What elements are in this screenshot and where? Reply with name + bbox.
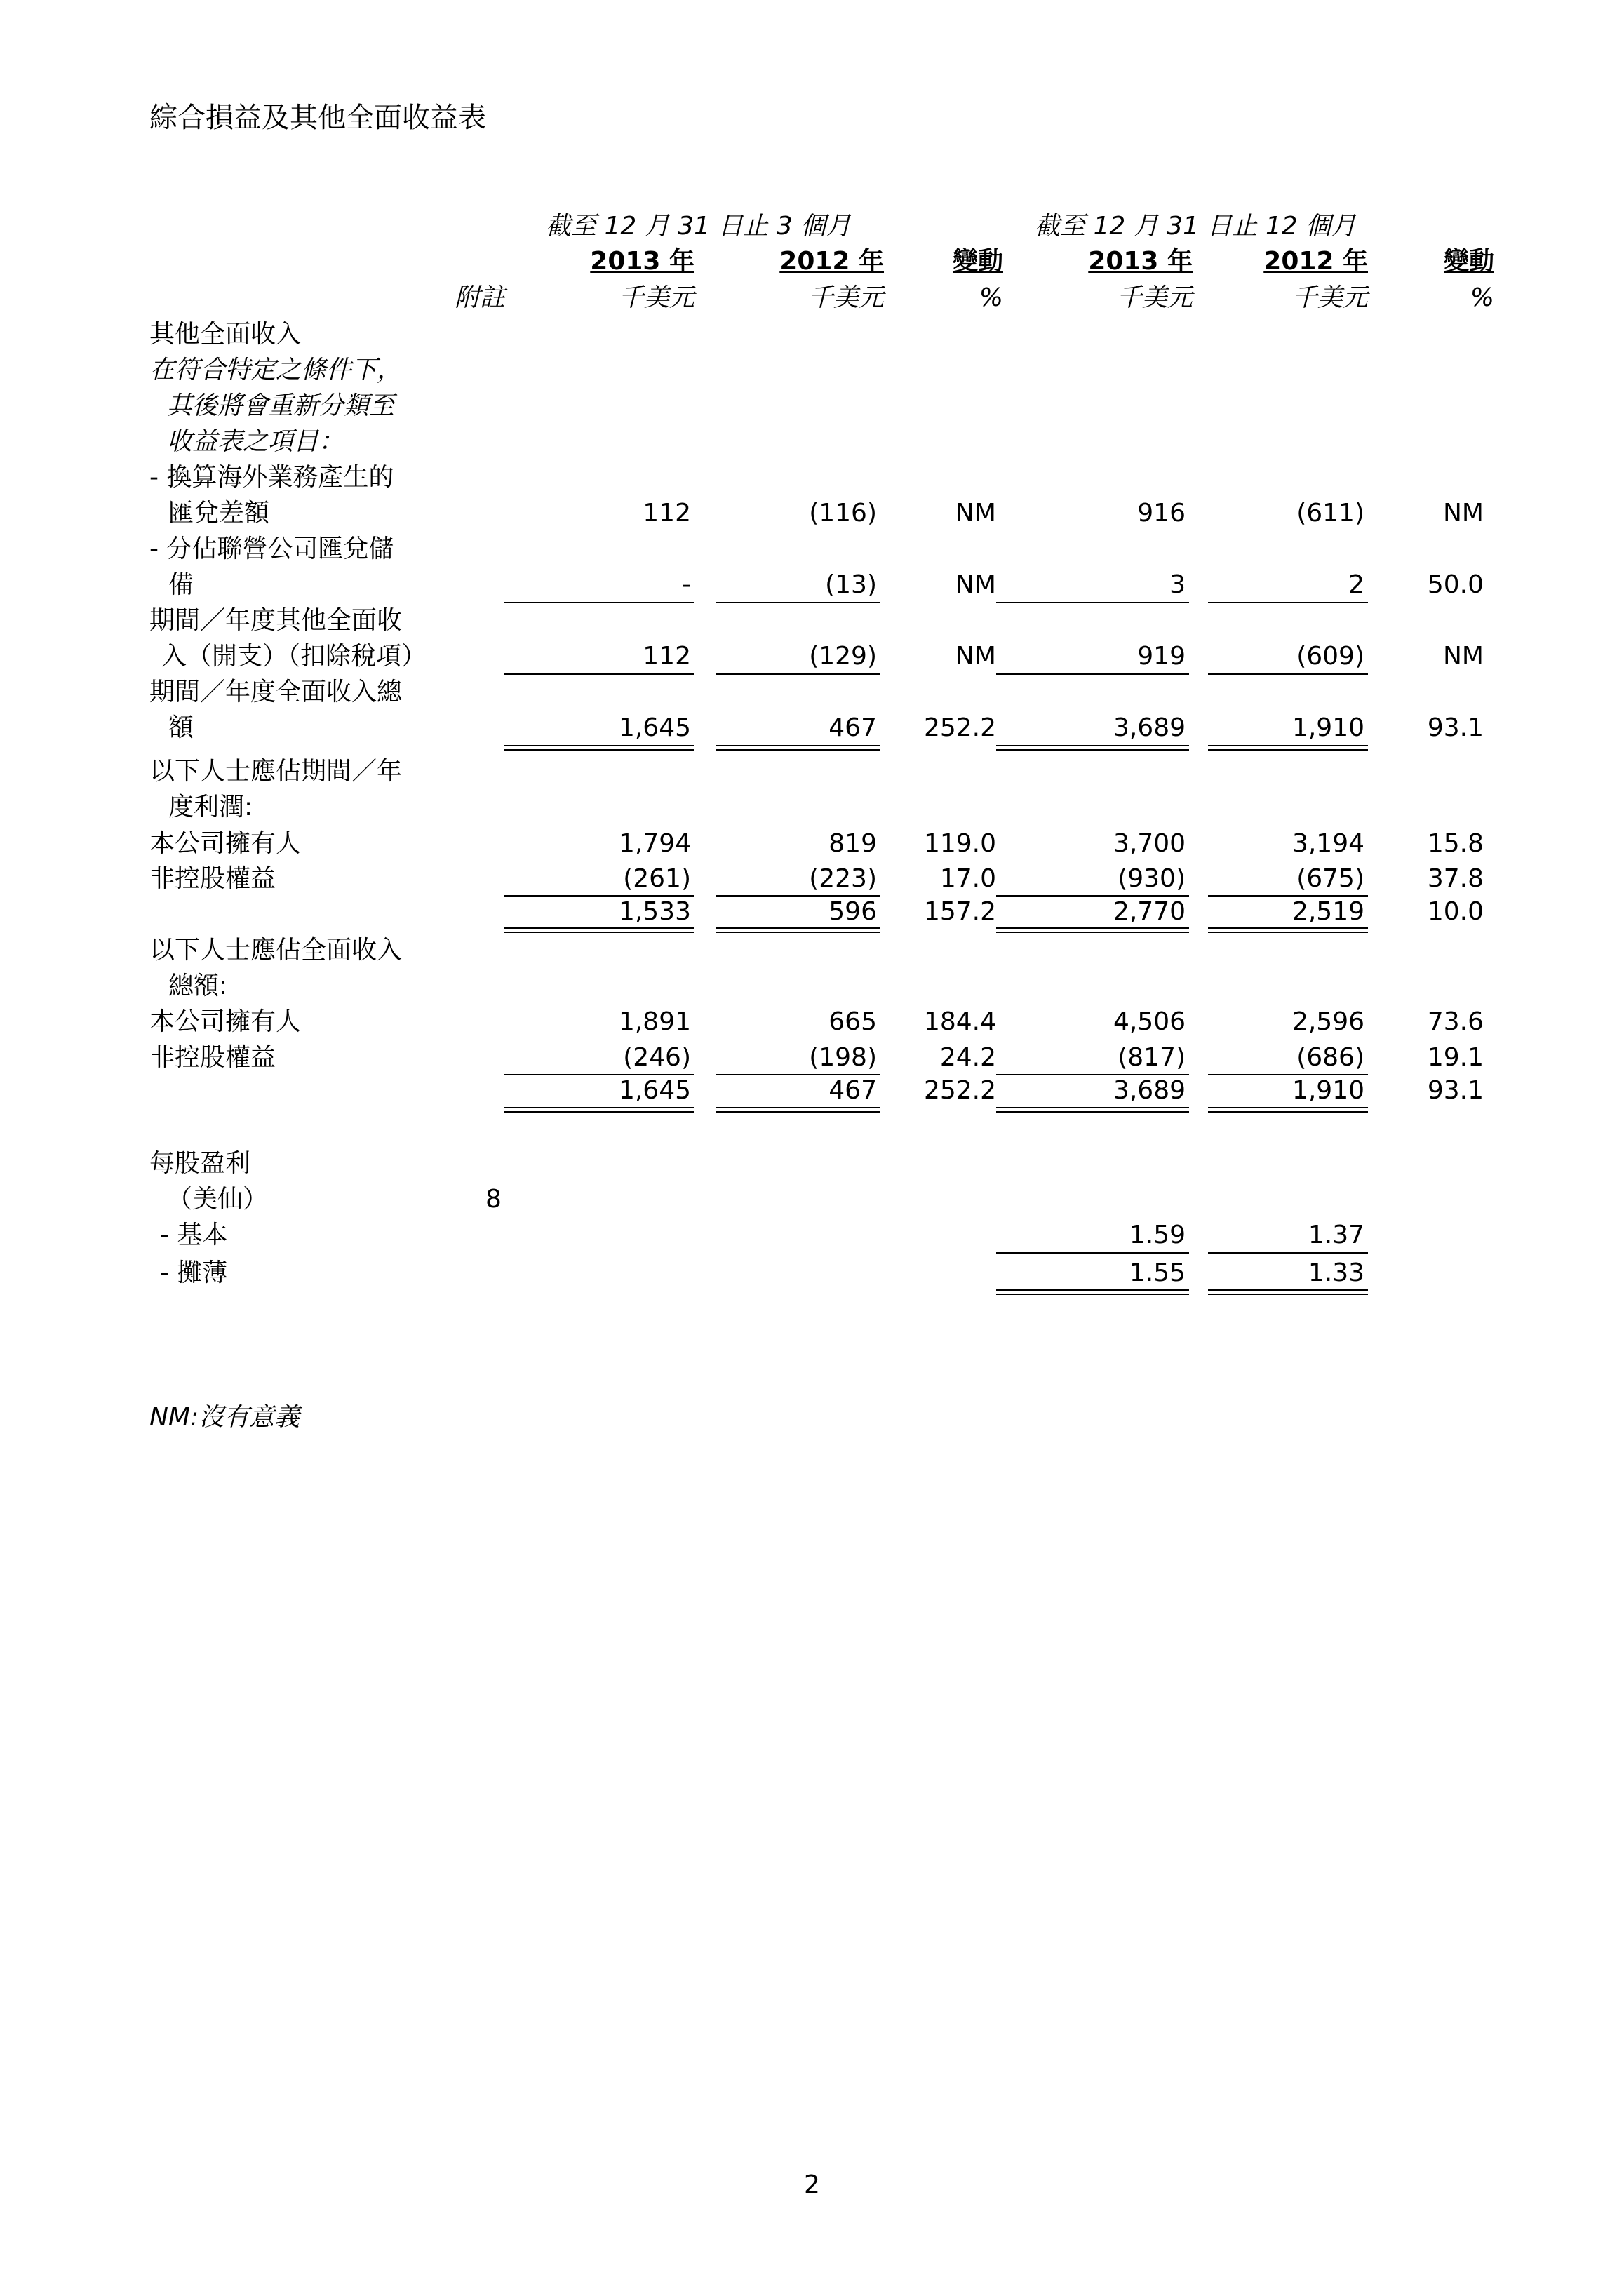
cell-tci-nci-change-12m: 19.1 [1427, 1043, 1484, 1072]
cell-fx-2013-3m: 112 [643, 499, 691, 528]
header-unit-2012-12m: 千美元 [1291, 283, 1368, 312]
cell-tci-2012-12m: 1,910 [1291, 713, 1364, 742]
cell-profit-owners-change-12m: 15.8 [1427, 829, 1484, 858]
label-fx-2: 匯兌差額 [168, 499, 270, 528]
label-assoc-2: 備 [168, 570, 194, 599]
label-profit-owners: 本公司擁有人 [149, 829, 302, 858]
footnote: NM:沒有意義 [149, 1403, 300, 1432]
cell-profit-total-change-3m: 157.2 [923, 897, 996, 926]
rule-assoc-2012-3m [716, 602, 880, 603]
double-rule-profit-2012-3m [716, 927, 880, 933]
cell-oci-total-2012-12m: (609) [1296, 642, 1364, 671]
cell-tci-nci-2012-12m: (686) [1296, 1043, 1364, 1072]
cell-tci-total-change-3m: 252.2 [923, 1076, 996, 1105]
cell-tci-total-2012-12m: 1,910 [1291, 1076, 1364, 1105]
cell-tci-owners-change-3m: 184.4 [923, 1007, 996, 1036]
label-tci-nci: 非控股權益 [149, 1043, 276, 1072]
cell-eps-basic-2013: 1.59 [1129, 1221, 1186, 1249]
double-rule-profit-2013-3m [504, 927, 694, 933]
header-period-12-months: 截至 12 月 31 日止 12 個月 [1035, 212, 1357, 241]
cell-tci-nci-change-3m: 24.2 [939, 1043, 996, 1072]
cell-tci-nci-2012-3m: (198) [809, 1043, 877, 1072]
header-note: 附註 [454, 283, 505, 312]
page-title: 綜合損益及其他全面收益表 [149, 102, 486, 134]
double-rule-eps-diluted-2012 [1208, 1289, 1368, 1295]
cell-profit-total-2012-3m: 596 [828, 897, 877, 926]
cell-oci-total-change-12m: NM [1443, 642, 1484, 671]
header-period-3-months: 截至 12 月 31 日止 3 個月 [546, 212, 852, 241]
rule-assoc-2013-3m [504, 602, 694, 603]
label-oci-total-2: 入（開支）（扣除稅項） [161, 642, 427, 671]
rule-oci-total-2013-3m [504, 673, 694, 675]
cell-profit-total-2012-12m: 2,519 [1291, 897, 1364, 926]
double-rule-profit-2013-12m [996, 927, 1189, 933]
cell-oci-total-2013-12m: 919 [1137, 642, 1186, 671]
cell-oci-total-2013-3m: 112 [643, 642, 691, 671]
cell-profit-nci-change-12m: 37.8 [1427, 864, 1484, 893]
cell-profit-nci-2013-12m: (930) [1118, 864, 1186, 893]
cell-assoc-2013-12m: 3 [1169, 570, 1186, 599]
cell-fx-2012-3m: (116) [809, 499, 877, 528]
eps-note-ref: 8 [485, 1185, 502, 1214]
cell-oci-total-change-3m: NM [955, 642, 996, 671]
cell-tci-2012-3m: 467 [828, 713, 877, 742]
header-pct-3m: % [979, 283, 1003, 312]
cell-fx-change-12m: NM [1443, 499, 1484, 528]
label-profit-nci: 非控股權益 [149, 864, 276, 893]
cell-tci-2013-12m: 3,689 [1113, 713, 1186, 742]
label-tci-1: 期間／年度全面收入總 [149, 678, 403, 706]
header-pct-12m: % [1470, 283, 1494, 312]
label-tci-attr-1: 以下人士應佔全面收入 [149, 936, 403, 965]
header-2012-3m: 2012 年 [779, 247, 884, 276]
double-rule-tci-2013-3m [504, 745, 694, 751]
cell-profit-total-change-12m: 10.0 [1427, 897, 1484, 926]
cell-assoc-change-3m: NM [955, 570, 996, 599]
header-unit-2012-3m: 千美元 [807, 283, 884, 312]
cell-assoc-2012-12m: 2 [1348, 570, 1364, 599]
double-rule-tci-2012-12m [1208, 745, 1368, 751]
label-reclass-1: 在符合特定之條件下， [149, 356, 403, 384]
cell-profit-nci-2012-3m: (223) [809, 864, 877, 893]
cell-assoc-2012-3m: (13) [825, 570, 877, 599]
rule-oci-total-2012-3m [716, 673, 880, 675]
label-reclass-3: 收益表之項目： [167, 427, 344, 456]
rule-oci-total-2013-12m [996, 673, 1189, 675]
cell-tci-owners-change-12m: 73.6 [1427, 1007, 1484, 1036]
rule-eps-basic-2013 [996, 1252, 1189, 1254]
header-unit-2013-12m: 千美元 [1116, 283, 1193, 312]
label-eps-basic: - 基本 [160, 1221, 228, 1249]
double-rule-tci-total-2012-3m [716, 1107, 880, 1113]
cell-tci-owners-2013-12m: 4,506 [1113, 1007, 1186, 1036]
header-2012-12m: 2012 年 [1263, 247, 1368, 276]
label-eps-1: 每股盈利 [149, 1149, 251, 1178]
cell-tci-nci-2013-3m: (246) [623, 1043, 691, 1072]
rule-assoc-2012-12m [1208, 602, 1368, 603]
label-eps-2: （美仙） [167, 1185, 269, 1214]
cell-eps-diluted-2013: 1.55 [1129, 1258, 1186, 1287]
double-rule-tci-total-2012-12m [1208, 1107, 1368, 1113]
cell-eps-diluted-2012: 1.33 [1308, 1258, 1364, 1287]
cell-tci-total-2013-3m: 1,645 [618, 1076, 691, 1105]
label-profit-attr-2: 度利潤: [168, 793, 253, 821]
header-unit-2013-3m: 千美元 [618, 283, 694, 312]
double-rule-tci-2012-3m [716, 745, 880, 751]
cell-profit-nci-2012-12m: (675) [1296, 864, 1364, 893]
cell-profit-owners-2013-12m: 3,700 [1113, 829, 1186, 858]
cell-profit-owners-2012-3m: 819 [828, 829, 877, 858]
cell-tci-total-2013-12m: 3,689 [1113, 1076, 1186, 1105]
cell-assoc-2013-3m: - [682, 570, 691, 599]
double-rule-tci-total-2013-12m [996, 1107, 1189, 1113]
cell-profit-total-2013-12m: 2,770 [1113, 897, 1186, 926]
cell-profit-owners-2013-3m: 1,794 [618, 829, 691, 858]
header-change-3m: 變動 [952, 247, 1003, 276]
cell-profit-nci-2013-3m: (261) [623, 864, 691, 893]
label-tci-attr-2: 總額: [168, 972, 228, 1000]
cell-tci-total-change-12m: 93.1 [1427, 1076, 1484, 1105]
label-oci-total-1: 期間／年度其他全面收 [149, 606, 403, 635]
cell-tci-total-2012-3m: 467 [828, 1076, 877, 1105]
rule-eps-basic-2012 [1208, 1252, 1368, 1254]
label-fx-1: - 換算海外業務產生的 [149, 463, 394, 492]
label-tci-2: 額 [168, 713, 194, 742]
cell-profit-owners-2012-12m: 3,194 [1291, 829, 1364, 858]
page-number: 2 [804, 2170, 820, 2199]
cell-fx-change-3m: NM [955, 499, 996, 528]
cell-tci-owners-2012-12m: 2,596 [1291, 1007, 1364, 1036]
header-2013-3m: 2013 年 [590, 247, 694, 276]
label-assoc-1: - 分佔聯營公司匯兌儲 [149, 535, 394, 563]
rule-assoc-2013-12m [996, 602, 1189, 603]
cell-tci-owners-2013-3m: 1,891 [618, 1007, 691, 1036]
label-profit-attr-1: 以下人士應佔期間／年 [149, 757, 403, 786]
cell-fx-2012-12m: (611) [1296, 499, 1364, 528]
cell-fx-2013-12m: 916 [1137, 499, 1186, 528]
rule-oci-total-2012-12m [1208, 673, 1368, 675]
label-oci-heading: 其他全面收入 [149, 320, 302, 349]
cell-profit-owners-change-3m: 119.0 [923, 829, 996, 858]
label-eps-diluted: - 攤薄 [160, 1258, 228, 1287]
cell-profit-total-2013-3m: 1,533 [618, 897, 691, 926]
cell-tci-owners-2012-3m: 665 [828, 1007, 877, 1036]
cell-tci-nci-2013-12m: (817) [1118, 1043, 1186, 1072]
double-rule-profit-2012-12m [1208, 927, 1368, 933]
double-rule-tci-2013-12m [996, 745, 1189, 751]
cell-profit-nci-change-3m: 17.0 [939, 864, 996, 893]
label-reclass-2: 其後將會重新分類至 [167, 391, 395, 420]
cell-oci-total-2012-3m: (129) [809, 642, 877, 671]
double-rule-tci-total-2013-3m [504, 1107, 694, 1113]
cell-assoc-change-12m: 50.0 [1427, 570, 1484, 599]
cell-tci-change-12m: 93.1 [1427, 713, 1484, 742]
header-change-12m: 變動 [1443, 247, 1494, 276]
double-rule-eps-diluted-2013 [996, 1289, 1189, 1295]
header-2013-12m: 2013 年 [1088, 247, 1193, 276]
cell-eps-basic-2012: 1.37 [1308, 1221, 1364, 1249]
label-tci-owners: 本公司擁有人 [149, 1007, 302, 1036]
cell-tci-2013-3m: 1,645 [618, 713, 691, 742]
cell-tci-change-3m: 252.2 [923, 713, 996, 742]
